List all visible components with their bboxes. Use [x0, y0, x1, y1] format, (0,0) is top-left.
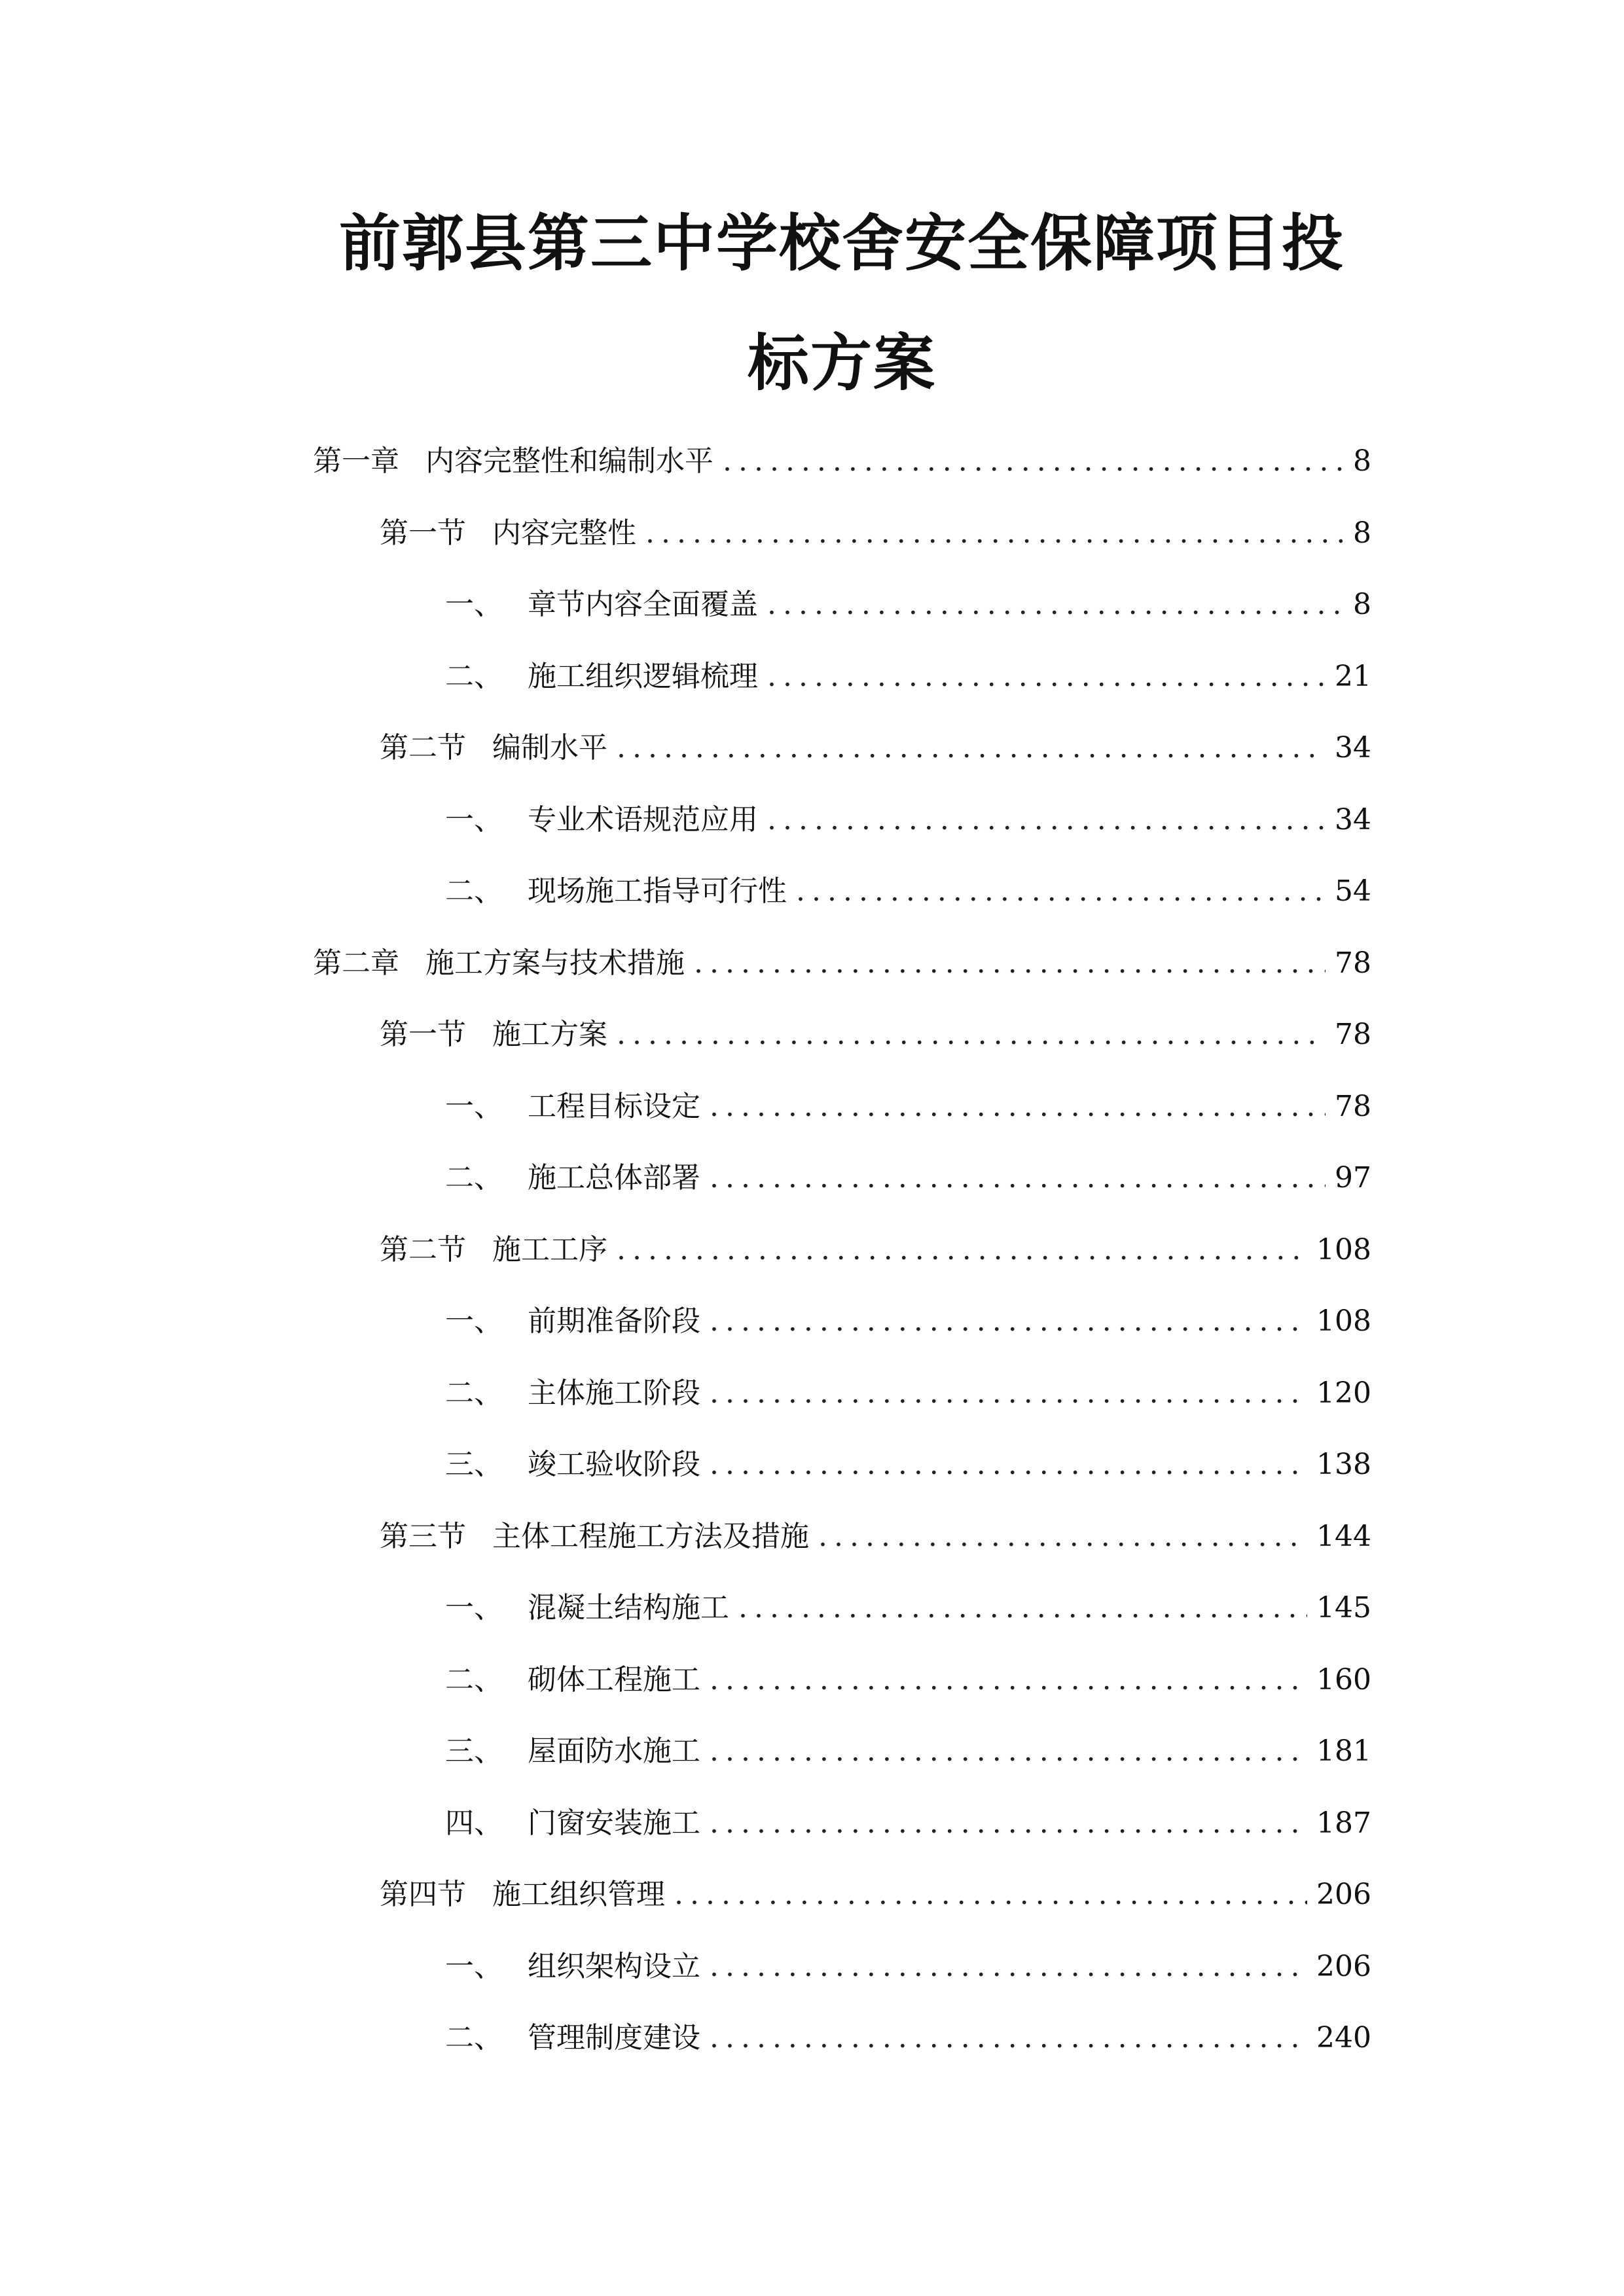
toc-entry-label: 组织架构设立: [528, 1949, 700, 1983]
toc-entry-number: 二、: [445, 1662, 503, 1696]
toc-entry[interactable]: [445, 1084, 1371, 1130]
toc-entry-page-number: 181: [1316, 1734, 1371, 1768]
toc-entry-number: 第四节: [380, 1878, 466, 1911]
toc-entry-label: 内容完整性: [492, 516, 636, 550]
toc-entry-page-number: 21: [1335, 659, 1371, 693]
toc-entry-page-number: 78: [1335, 1018, 1371, 1051]
toc-dot-leader: [674, 1872, 1307, 1918]
toc-entry-number: 第二章: [313, 946, 399, 980]
document-title-line-2: 标方案: [747, 327, 936, 399]
toc-entry-number: 一、: [445, 1089, 503, 1123]
toc-dot-leader: [645, 511, 1343, 556]
toc-entry-page-number: 78: [1335, 1089, 1371, 1123]
toc-entry-label: 施工组织管理: [492, 1878, 665, 1911]
toc-entry-label: 施工方案与技术措施: [425, 946, 685, 980]
toc-entry-number: 一、: [445, 1591, 503, 1624]
toc-entry-label: 专业术语规范应用: [528, 802, 758, 836]
toc-entry-number: 二、: [445, 874, 503, 908]
toc-dot-leader: [617, 725, 1326, 771]
toc-dot-leader: [710, 1657, 1307, 1703]
toc-entry-number: 四、: [445, 1806, 503, 1840]
toc-entry-label: 施工总体部署: [528, 1161, 700, 1194]
toc-dot-leader: [710, 1084, 1326, 1130]
toc-dot-leader: [694, 941, 1326, 986]
toc-entry-number: 二、: [445, 1376, 503, 1410]
toc-entry-label: 竣工验收阶段: [528, 1448, 700, 1481]
toc-entry[interactable]: [445, 1585, 1371, 1631]
toc-entry[interactable]: [445, 1801, 1371, 1846]
toc-entry[interactable]: [445, 1371, 1371, 1416]
toc-entry[interactable]: [445, 1155, 1371, 1201]
toc-entry-page-number: 34: [1335, 802, 1371, 836]
toc-entry[interactable]: [380, 1012, 1371, 1058]
toc-entry[interactable]: [445, 582, 1371, 628]
toc-entry-page-number: 144: [1316, 1519, 1371, 1553]
toc-entry-number: 第一章: [313, 444, 399, 478]
toc-dot-leader: [617, 1012, 1326, 1058]
toc-entry-page-number: 240: [1316, 2021, 1371, 2054]
toc-entry-page-number: 78: [1335, 946, 1371, 980]
toc-entry-page-number: 206: [1316, 1878, 1371, 1911]
toc-dot-leader: [818, 1514, 1307, 1560]
toc-entry-page-number: 54: [1335, 874, 1371, 908]
toc-entry-label: 编制水平: [492, 731, 607, 764]
toc-entry-number: 三、: [445, 1448, 503, 1481]
toc-entry-number: 第二节: [380, 731, 466, 764]
toc-entry-page-number: 206: [1316, 1949, 1371, 1983]
toc-entry[interactable]: [445, 2015, 1371, 2061]
toc-entry-number: 三、: [445, 1734, 503, 1768]
toc-entry[interactable]: [445, 1299, 1371, 1344]
toc-entry-number: 二、: [445, 659, 503, 693]
toc-entry-page-number: 8: [1353, 444, 1371, 478]
toc-entry-label: 施工工序: [492, 1232, 607, 1266]
toc-entry-label: 章节内容全面覆盖: [528, 588, 758, 621]
toc-entry-page-number: 138: [1316, 1448, 1371, 1481]
toc-entry-page-number: 8: [1353, 588, 1371, 621]
toc-entry-label: 现场施工指导可行性: [528, 874, 787, 908]
toc-dot-leader: [738, 1585, 1307, 1631]
toc-entry[interactable]: [380, 1227, 1371, 1273]
toc-entry[interactable]: [445, 654, 1371, 700]
toc-entry-number: 二、: [445, 1161, 503, 1194]
toc-dot-leader: [617, 1227, 1307, 1273]
toc-entry[interactable]: [445, 869, 1371, 914]
toc-dot-leader: [710, 1944, 1307, 1990]
toc-entry-label: 屋面防水施工: [528, 1734, 700, 1768]
toc-entry[interactable]: [380, 511, 1371, 556]
toc-entry-label: 工程目标设定: [528, 1089, 700, 1123]
toc-entry[interactable]: [313, 439, 1371, 484]
toc-dot-leader: [710, 1155, 1326, 1201]
toc-entry-number: 第一节: [380, 1018, 466, 1051]
toc-dot-leader: [767, 654, 1326, 700]
toc-entry[interactable]: [445, 1944, 1371, 1990]
toc-entry-number: 二、: [445, 2021, 503, 2054]
toc-entry-number: 第二节: [380, 1232, 466, 1266]
toc-entry-number: 一、: [445, 588, 503, 621]
document-title-line-1: 前郭县第三中学校舍安全保障项目投: [338, 207, 1344, 279]
toc-dot-leader: [767, 797, 1326, 843]
toc-entry-number: 第一节: [380, 516, 466, 550]
toc-entry-label: 主体施工阶段: [528, 1376, 700, 1410]
toc-entry-label: 门窗安装施工: [528, 1806, 700, 1840]
toc-dot-leader: [710, 1299, 1307, 1344]
toc-dot-leader: [710, 2015, 1307, 2061]
toc-entry-page-number: 97: [1335, 1161, 1371, 1194]
toc-dot-leader: [710, 1442, 1307, 1488]
toc-entry-label: 管理制度建设: [528, 2021, 700, 2054]
toc-entry[interactable]: [380, 1514, 1371, 1560]
toc-entry[interactable]: [445, 1442, 1371, 1488]
toc-entry-page-number: 120: [1316, 1376, 1371, 1410]
toc-dot-leader: [723, 439, 1343, 484]
toc-entry-number: 第三节: [380, 1519, 466, 1553]
toc-entry-page-number: 145: [1316, 1591, 1371, 1624]
toc-entry-page-number: 8: [1353, 516, 1371, 550]
toc-entry-page-number: 34: [1335, 731, 1371, 764]
toc-entry[interactable]: [445, 797, 1371, 843]
toc-dot-leader: [796, 869, 1326, 914]
toc-entry-number: 一、: [445, 802, 503, 836]
toc-entry-label: 混凝土结构施工: [528, 1591, 729, 1624]
toc-entry-label: 内容完整性和编制水平: [425, 444, 713, 478]
toc-entry-label: 施工组织逻辑梳理: [528, 659, 758, 693]
toc-entry-number: 一、: [445, 1949, 503, 1983]
toc-entry[interactable]: [445, 1657, 1371, 1703]
toc-entry[interactable]: [445, 1729, 1371, 1774]
toc-entry-page-number: 160: [1316, 1662, 1371, 1696]
toc-dot-leader: [710, 1371, 1307, 1416]
toc-entry-page-number: 108: [1316, 1304, 1371, 1338]
toc-dot-leader: [767, 582, 1343, 628]
toc-entry[interactable]: [380, 1872, 1371, 1918]
toc-dot-leader: [710, 1729, 1307, 1774]
toc-entry-label: 砌体工程施工: [528, 1662, 700, 1696]
toc-dot-leader: [710, 1801, 1307, 1846]
toc-entry-page-number: 108: [1316, 1232, 1371, 1266]
toc-entry-number: 一、: [445, 1304, 503, 1338]
toc-entry-label: 主体工程施工方法及措施: [492, 1519, 809, 1553]
toc-entry-label: 施工方案: [492, 1018, 607, 1051]
toc-entry[interactable]: [380, 725, 1371, 771]
toc-entry[interactable]: [313, 941, 1371, 986]
toc-entry-label: 前期准备阶段: [528, 1304, 700, 1338]
toc-entry-page-number: 187: [1316, 1806, 1371, 1840]
